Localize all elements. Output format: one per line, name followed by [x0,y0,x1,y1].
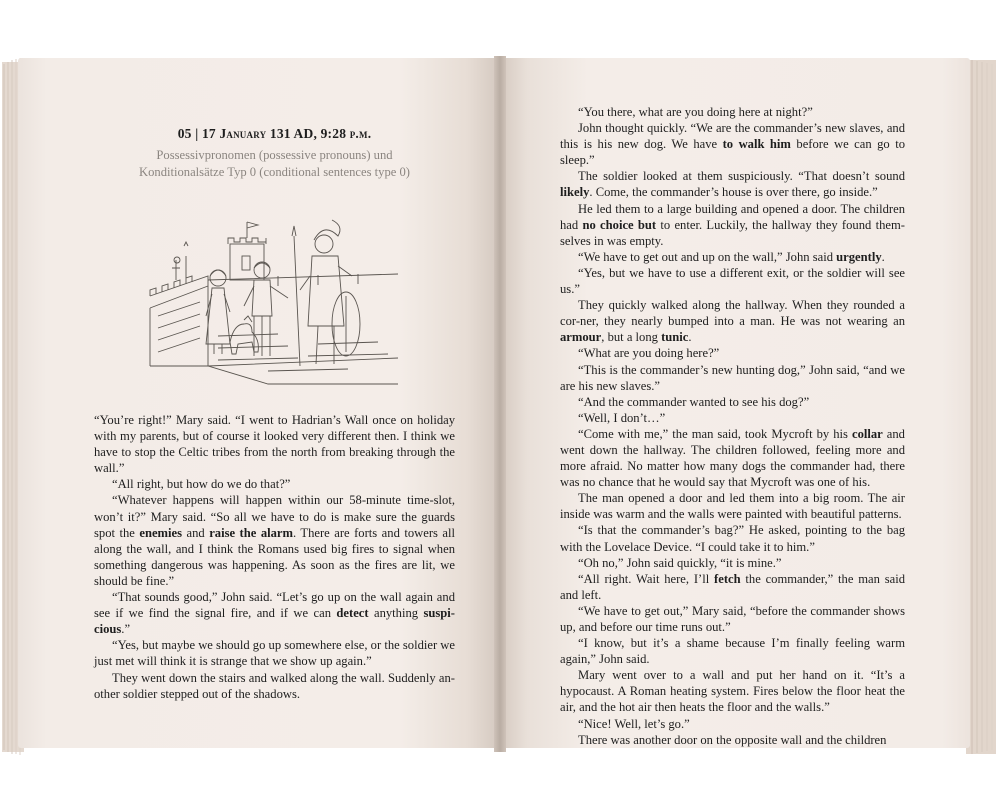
paragraph [560,120,905,168]
paragraph: “You there, what are you doing here at night?” [578,105,813,119]
chapter-number: 05 [177,126,192,141]
paragraph [94,589,455,637]
chapter-subtitle-line2: Konditionalsätze Typ 0 (conditional sentences type 0) [139,165,410,179]
vocab-term: enemies [139,525,183,540]
paragraph: “We have to get out,” Mary said, “before the commander shows up, and before our time runs out.” [560,603,905,634]
chapter-subtitle [94,147,455,181]
chapter-date-year-time: 131 AD, 9:28 [266,126,350,141]
vocab-term: fetch [714,571,741,586]
text-run: He led them to a large building and opened a door. The children had [560,201,905,232]
paragraph [560,426,905,490]
paragraph: “You’re right!” Mary said. “I went to Hadrian’s Wall once on holiday with my parents, but of course it looked very different then. I think we have to stop the Celtic tribes from the north from breaking through the wall.” [94,413,455,476]
paragraph: “Is that the commander’s bag?” He asked, pointing to the bag with the Lovelace Device. “I could take it to him.” [560,523,905,554]
text-run: “Come with me,” the man said, took Mycroft by his [578,426,852,441]
paragraph: “Well, I don’t…” [578,410,666,425]
text-run: anything [368,606,424,621]
paragraph [560,249,905,265]
vocab-term: armour [560,330,602,345]
paragraph: “Oh no,” John said quickly, “it is mine.” [578,555,782,570]
text-run: The soldier looked at them suspiciously. “That doesn’t sound [578,169,905,184]
text-run: John thought quickly. “We are the commander’s new slaves, and this is his new dog. We have [560,121,905,152]
right-page-edges [966,54,1000,758]
text-run: , but a long [601,330,662,345]
vocab-term: tunic [661,330,689,345]
chapter-subtitle-line1: Possessivpronomen (possessive pronouns) und [156,148,393,162]
chapter-date-month: January [219,126,267,141]
paragraph [94,492,455,589]
text-run: .” [121,622,131,637]
chapter-ampm: p.m. [349,126,372,141]
paragraph: “And the commander wanted to see his dog?” [578,394,810,409]
right-page-text [560,104,905,748]
text-run: “We have to get out and up on the wall,” John said [578,249,837,264]
chapter-date-day: 17 [201,126,220,141]
paragraph: Mary went over to a wall and put her hand on it. “It’s a hypocaust. A Roman heating system. Fires below the floor heat the air, and the hot air then heats the floor and the walls.” [560,668,905,715]
text-run: . There are forts and towers all along the wall, and I think the Romans used big fires to signal when something dangerous was happening. As soon as the fires are lit, we should be fine.” [94,525,455,588]
paragraph: “All right, but how do we do that?” [112,477,291,492]
paragraph [560,201,905,249]
paragraph: “This is the commander’s new hunting dog,” John said, “and we are his new slaves.” [560,362,905,393]
text-run: to enter. Luckily, the hallway they found them-selves in was empty. [560,217,905,248]
hadrians-wall-illustration-icon [148,216,400,386]
text-run: They quickly walked along the hallway. When they rounded a cor-ner, they nearly bumped into a man. He was not wearing an [560,298,905,329]
paragraph: They went down the stairs and walked along the wall. Suddenly an-other soldier stepped out of the shadows. [94,670,455,701]
text-run: “Whatever happens will happen within our 58-minute time-slot, won’t it?” Mary said. “So all we have to do is make sure the guards spot the [94,493,455,540]
paragraph [560,297,905,345]
paragraph: The man opened a door and led them into a big room. The air inside was warm and the walls were painted with beautiful patterns. [560,491,905,522]
vocab-term: suspi-cious [94,606,455,637]
paragraph [560,168,905,200]
paragraph: There was another door on the opposite wall and the children [578,732,887,747]
vocab-term: to walk him [722,137,791,152]
book-gutter [494,56,506,752]
text-run: . [881,249,885,264]
vocab-term: detect [336,606,369,621]
vocab-term: no choice but [582,217,657,232]
paragraph: “Yes, but we have to use a different exit, or the soldier will see us.” [560,265,905,297]
paragraph: “What are you doing here?” [578,346,720,361]
text-run: “All right. Wait here, I’ll [578,571,715,586]
paragraph [560,571,905,603]
vocab-term: urgently [836,249,882,264]
text-run: and went down the hallway. The children followed, feeling more and more afraid. No matter how many dogs the commander had, there was no chance that he would say that Mycroft was one of his. [560,426,905,490]
chapter-separator: | [195,126,199,141]
paragraph: “I know, but it’s a shame because I’m finally feeling warm again,” John said. [560,636,905,667]
left-page-text [94,412,455,702]
paragraph: “Nice! Well, let’s go.” [578,716,690,731]
text-run: and [182,525,210,540]
text-run: . [688,330,692,345]
vocab-term: likely [560,185,590,200]
vocab-term: collar [851,426,883,441]
text-run: the commander,” the man said and left. [560,571,905,602]
text-run: . Come, the commander’s house is over there, go inside.” [589,185,878,200]
vocab-term: raise the alarm [209,525,293,540]
text-run: before we can go to sleep.” [560,137,905,168]
text-run: “That sounds good,” John said. “Let’s go up on the wall again and see if we find the signal fire, and if we can [94,590,455,621]
chapter-heading [94,126,455,142]
paragraph: “Yes, but maybe we should go up somewhere else, or the soldier we just met will think it is strange that we show up again.” [94,638,455,669]
